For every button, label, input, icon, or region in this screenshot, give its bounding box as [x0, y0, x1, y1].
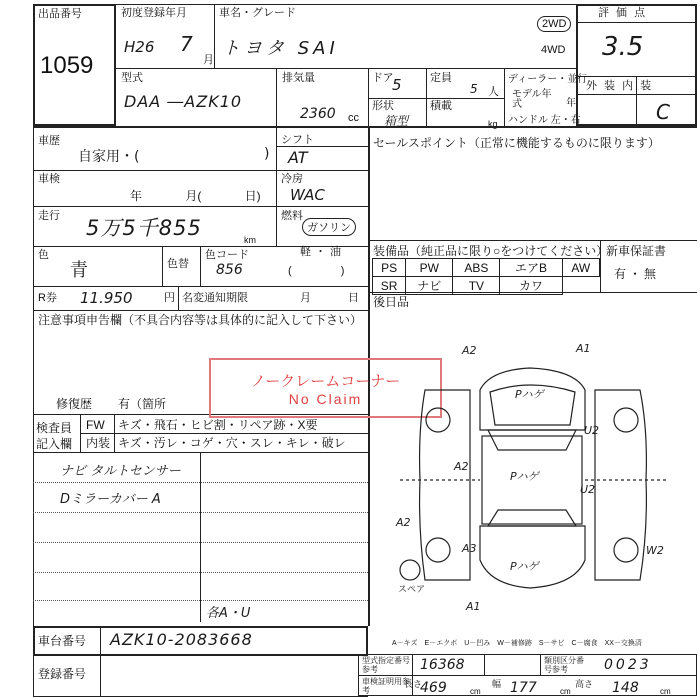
type-no-label: 型式指定番号参考 [362, 656, 410, 674]
inspect-fields: 年 月( 日) [130, 189, 261, 203]
length-cm: cm [470, 687, 481, 696]
diagram-wheel-rr [614, 538, 638, 562]
equipment-grid [372, 258, 600, 295]
diagram-windshield [488, 430, 576, 450]
int-label: 内装 [86, 436, 111, 450]
repair-value: 有（箇所 [118, 397, 167, 411]
fuel-paren: ( ) [288, 265, 345, 277]
lot-label: 出品番号 [38, 8, 82, 20]
name-change-label: 名変通知期限 [182, 292, 248, 304]
name-change-day: 日 [348, 292, 359, 304]
length: 469 [420, 680, 447, 696]
diagram-mark: A1 [576, 342, 591, 355]
load-label: 積載 [430, 100, 452, 112]
fuel-value: ガソリン [302, 218, 356, 236]
month-unit: 月 [203, 54, 214, 66]
length-label: 長さ [404, 679, 423, 689]
diagram-mark: W2 [646, 544, 664, 557]
person-unit: 人 [488, 86, 499, 98]
mileage-label: 走行 [38, 210, 60, 222]
car-diagram [370, 330, 696, 630]
kg-unit: kg [488, 119, 498, 129]
remark-1: ナビ タルトセンサー [60, 464, 181, 479]
width-cm: cm [560, 687, 571, 696]
ac-value: WAC [290, 186, 325, 204]
year-unit: 年 [566, 98, 576, 109]
equip-cell: カワ [500, 277, 562, 295]
first-reg-month: 7 [180, 32, 193, 56]
doors: 5 [392, 76, 402, 94]
remark-2: Dミラーカバー A [60, 492, 161, 507]
stamp-line-1: ノークレームコーナー [250, 373, 401, 390]
model-code: DAA ―AZK10 [124, 92, 243, 111]
warranty-label: 新車保証書 [606, 244, 667, 258]
first-reg-label: 初度登録年月 [121, 7, 187, 19]
diagram-mark: A2 [396, 516, 411, 529]
door-label: ドア [372, 72, 394, 84]
handle-label: ハンドル 左・右 [508, 115, 581, 126]
name-label: 車名・グレード [219, 7, 296, 19]
first-reg-year: H26 [124, 38, 155, 56]
cap-label: 定員 [430, 72, 452, 84]
diagram-wheel-fl [426, 408, 450, 432]
cert-label: 車検証明用参考 [362, 677, 410, 695]
reg-label: 登録番号 [38, 667, 87, 681]
equip-cell: SR [373, 277, 406, 295]
equip-cell: PS [373, 259, 406, 277]
ac-label: 冷房 [281, 173, 303, 185]
diagram-mark: Pハゲ [510, 560, 539, 573]
recycle-value: 11.950 [80, 289, 133, 307]
remark-3: 各A・U [206, 606, 251, 621]
equip-cell: ナビ [406, 277, 453, 295]
drive-2wd: 2WD [537, 16, 571, 32]
ext-int-label: 外 装 内 装 [586, 80, 654, 92]
km-unit: km [244, 235, 256, 245]
capacity: 5 [470, 82, 478, 96]
diagram-mark: Pハゲ [510, 470, 539, 483]
chassis-label: 車台番号 [38, 634, 87, 648]
rear-seat-label: 後日品 [373, 295, 410, 309]
equip-cell: ABS [453, 259, 500, 277]
history-label: 車歴 [38, 135, 60, 147]
dealer-label: ディーラー・並行 [508, 74, 588, 85]
fw-label: FW [86, 418, 105, 432]
cc-unit: cc [348, 112, 359, 124]
shift-value: AT [288, 148, 308, 167]
equip-cell: エアB [500, 259, 562, 277]
drive-4wd: 4WD [541, 44, 566, 56]
class-label: 類別区分番号参考 [544, 656, 584, 674]
chassis-value: AZK10-2083668 [110, 630, 253, 649]
caution-label: 注意事項申告欄（不具合内容等は具体的に記入して下さい） [38, 313, 363, 327]
model-label: 型式 [121, 72, 143, 84]
history-value: 自家用・( [78, 149, 140, 165]
diagram-trunk [480, 526, 585, 588]
name-change-month: 月 [300, 292, 311, 304]
history-close: ) [264, 146, 270, 162]
displacement: 2360 [300, 106, 336, 122]
height-cm: cm [660, 687, 671, 696]
width-label: 幅 [492, 679, 502, 689]
diagram-mark: A2 [462, 344, 477, 357]
shape-label: 形状 [372, 100, 394, 112]
lot-number: 1059 [40, 52, 94, 79]
int-text: キズ・汚レ・コゲ・穴・スレ・キレ・破レ [118, 436, 346, 450]
eval-label: 評 価 点 [598, 7, 648, 19]
stamp-line-2: No Claim [288, 391, 363, 407]
equipment-row-1 [373, 259, 600, 277]
warranty-value: 有・無 [614, 267, 660, 281]
width: 177 [510, 680, 537, 696]
equip-cell: PW [406, 259, 453, 277]
yen-unit: 円 [164, 292, 175, 304]
diagram-wheel-rl [426, 538, 450, 562]
fuel-label: 燃料 [281, 210, 303, 222]
color-change-label: 色替 [167, 258, 189, 270]
diagram-mark: U2 [580, 483, 596, 496]
eval-score: 3.5 [602, 32, 644, 62]
inspector-label: 検査員記入欄 [36, 421, 73, 451]
recycle-label: R券 [38, 292, 57, 304]
diagram-mark: A1 [466, 600, 481, 613]
class-no: 0023 [604, 657, 652, 673]
shape-value: 箱型 [384, 114, 409, 128]
color-code: 856 [216, 262, 243, 278]
diagram-mark: A2 [454, 460, 469, 473]
car-name: トヨタ SAI [222, 38, 339, 59]
model-year-label: モデル年式 [512, 89, 552, 110]
color-value: 青 [70, 260, 88, 281]
diagram-mark: Pハゲ [515, 388, 544, 401]
equip-cell: TV [453, 277, 500, 295]
fuel-alt: 軽・油 [300, 246, 345, 258]
equip-cell: AW [562, 259, 599, 277]
height-label: 高さ [575, 679, 594, 689]
disp-label: 排気量 [282, 72, 315, 84]
equipment-label: 装備品（純正品に限り○をつけてください） [373, 244, 609, 258]
sales-point-label: セールスポイント（正常に機能するものに限ります） [373, 136, 660, 150]
inspect-label: 車検 [38, 173, 60, 185]
diagram-spare-wheel [400, 560, 420, 580]
type-no: 16368 [420, 657, 465, 673]
mileage-value: 5万5千855 [86, 216, 202, 240]
color-code-label: 色コード [205, 249, 249, 261]
spare-label: スペア [398, 585, 426, 595]
diagram-right-side [595, 390, 646, 580]
damage-legend: A－キズ E－エクボ U－凹み W－補修跡 S－サビ C－腐食 XX－交換済 [392, 640, 642, 647]
fw-text: キズ・飛石・ヒビ割・リペア跡・X要 [118, 418, 318, 432]
diagram-mark: A3 [462, 542, 477, 555]
color-label: 色 [38, 249, 49, 261]
shift-label: シフト [281, 134, 314, 146]
repair-label: 修復歴 [56, 397, 93, 411]
diagram-mark: U2 [584, 424, 600, 437]
height: 148 [612, 680, 639, 696]
int-grade: C [656, 100, 670, 124]
diagram-wheel-fr [614, 408, 638, 432]
